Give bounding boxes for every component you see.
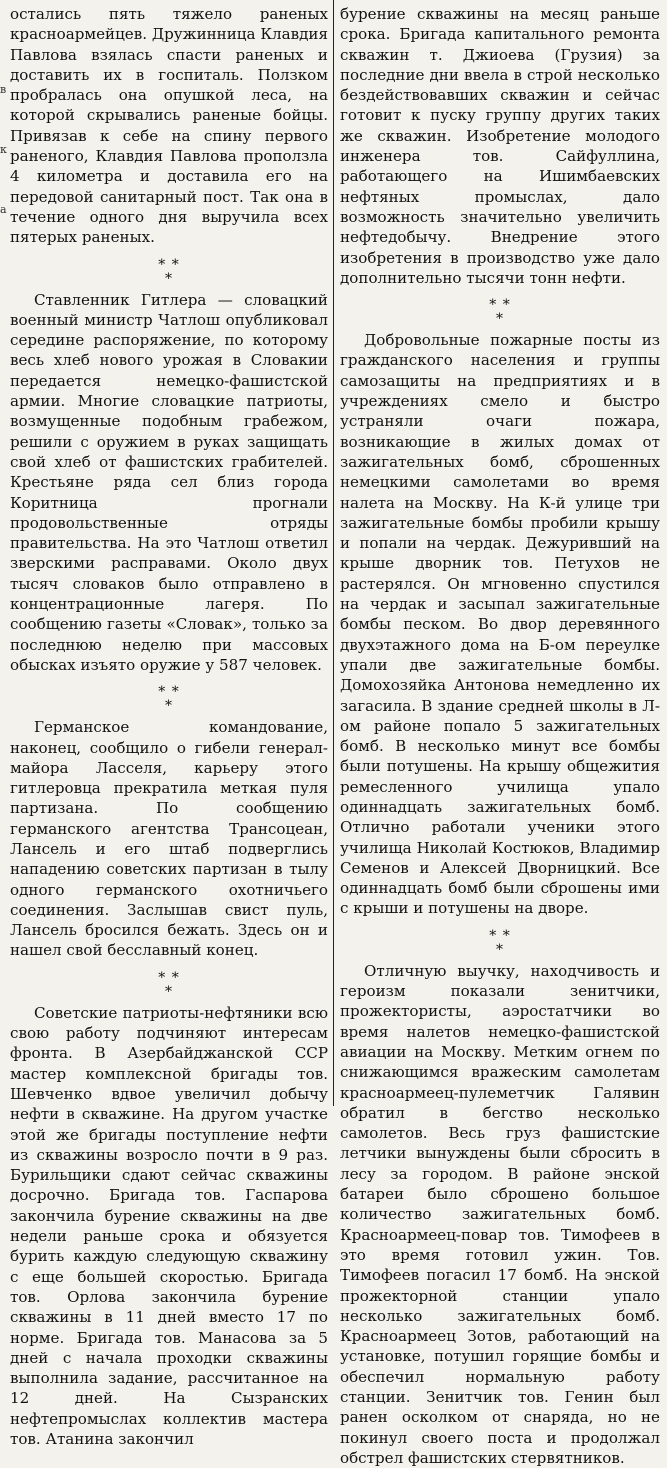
separator-stars: * * * bbox=[158, 256, 180, 287]
column-divider bbox=[333, 0, 334, 1106]
margin-mark: в bbox=[0, 83, 7, 96]
separator-stars: * * * bbox=[489, 297, 511, 328]
article-paragraph: Ставленник Гитлера — словацкий военный министр Чатлош опубликовал середине распоряжение, по которому весь хлеб нового урожая в Словакии передается немецко-фашистской армии. Многие словацкие патриоты, возмущенные подобным грабежом, решили с оружием в руках защищать свой хлеб от фашистских грабителей. Крестьяне ряда сел близ города Коритница прогнали продовольственные отряды правительства. На это Чатлош ответил зверскими расправами. Около двух тысяч словаков было отправлено в концентрационные лагеря. По сообщению газеты «Словак», только за последнюю неделю при массовых обысках изъято оружие у 587 человек. bbox=[10, 290, 328, 674]
article-paragraph: Германское командование, наконец, сообщило о гибели генерал-майора Ласселя, карьеру этого гитлеровца прекратила меткая пуля партизана. По сообщению германского агентства Трансоцеан, Лансель и его штаб подверглись нападению советских партизан в тылу одного германского охотничьего соединения. Заслышав свист пуль, Лансель бросился бежать. Здесь он и нашел свой бесславный конец. bbox=[10, 718, 328, 960]
margin-marks bbox=[0, 60, 6, 240]
article-paragraph: бурение скважины на месяц раньше срока. Бригада капитального ремонта скважин т. Джиоева (Грузия) за последние дни ввела в строй несколько бездействовавших скважин и сейчас готовит к пуску группу других таких же скважин. Изобретение молодого инженера тов. Сайфуллина, работающего на Ишимбаевских нефтяных промыслах, дало возможность значительно увеличить нефтедобычу. Внедрение этого изобретения в производство уже дало дополнительно тысячи тонн нефти. bbox=[340, 5, 660, 287]
margin-mark: к bbox=[0, 143, 7, 156]
separator-stars: * * * bbox=[158, 969, 180, 1000]
article-paragraph: Добровольные пожарные посты из гражданского населения и группы самозащиты на предприятиях и в учреждениях смело и быстро устраняли очаги пожара, возникающие в жилых домах от зажигательных бомб, сброшенных немецкими самолетами во время налета на Москву. На К-й улице три зажигательные бомбы пробили крышу и попали на чердак. Дежуривший на крыше дворник тов. Петухов не растерялся. Он мгновенно спустился на чердак и засыпал зажигательные бомбы песком. Во двор деревянного двухэтажного дома на Б-ом переулке упали две зажигательные бомбы. Домохозяйка Антонова немедленно их загасила. В здание средней школы в Л-ом районе попало 5 зажигательных бомб. В несколько минут все бомбы были потушены. На крышу общежития ремесленного училища упало одиннадцать зажигательных бомб. Отлично работали ученики этого училища Николай Костюков, Владимир Семенов и Алексей Дворницкий. Все одиннадцать бомб были сброшены ими с крыши и потушены на дворе. bbox=[340, 331, 660, 918]
left-column bbox=[10, 4, 328, 1449]
right-column bbox=[340, 4, 660, 1468]
separator-stars: * * * bbox=[158, 684, 180, 715]
article-paragraph: остались пять тяжело раненых красноармейцев. Дружинница Клавдия Павлова взялась спасти раненых и доставить их в госпиталь. Ползком пробралась она опушкой леса, на которой скрывались раненые бойцы. Привязав к себе на спину первого раненого, Клавдия Павлова проползла 4 километра и доставила его на передовой санитарный пост. Так она в течение одного дня выручила всех пятерых раненых. bbox=[10, 5, 328, 247]
article-paragraph: Советские патриоты-нефтяники всю свою работу подчиняют интересам фронта. В Азербайджанской ССР мастер комплексной бригады тов. Шевченко вдвое увеличил добычу нефти в скважине. На другом участке этой же бригады поступление нефти из скважины возросло почти в 9 раз. Бурильщики сдают сейчас скважины досрочно. Бригада тов. Гаспарова закончила бурение скважины на две недели раньше срока и обязуется бурить каждую следующую скважину с еще большей скоростью. Бригада тов. Орлова закончила бурение скважины в 11 дней вместо 17 по норме. Бригада тов. Манасова за 5 дней с начала проходки скважины выполнила задание, рассчитанное на 12 дней. На Сызранских нефтепромыслах коллектив мастера тов. Атанина закончил bbox=[10, 1003, 328, 1448]
separator-stars: * * * bbox=[489, 927, 511, 958]
article-paragraph: Отличную выучку, находчивость и героизм показали зенитчики, прожектористы, аэростатчики во время налетов немецко-фашистской авиации на Москву. Метким огнем по снижающимся вражеским самолетам красноармеец-пулеметчик Галявин обратил в бегство несколько самолетов. Весь груз фашистские летчики вынуждены были сбросить в лесу за городом. В районе энской батареи было сброшено большое количество зажигательных бомб. Красноармеец-повар тов. Тимофеев в это время готовил ужин. Тов. Тимофеев погасил 17 бомб. На энской прожекторной станции упало несколько зажигательных бомб. Красноармеец Зотов, работающий на установке, потушил горящие бомбы и обеспечил нормальную работу станции. Зенитчик тов. Генин был ранен осколком от снаряда, но не покинул своего поста и продолжал обстрел фашистских стервятников. bbox=[340, 961, 660, 1467]
margin-mark: а bbox=[0, 203, 7, 216]
